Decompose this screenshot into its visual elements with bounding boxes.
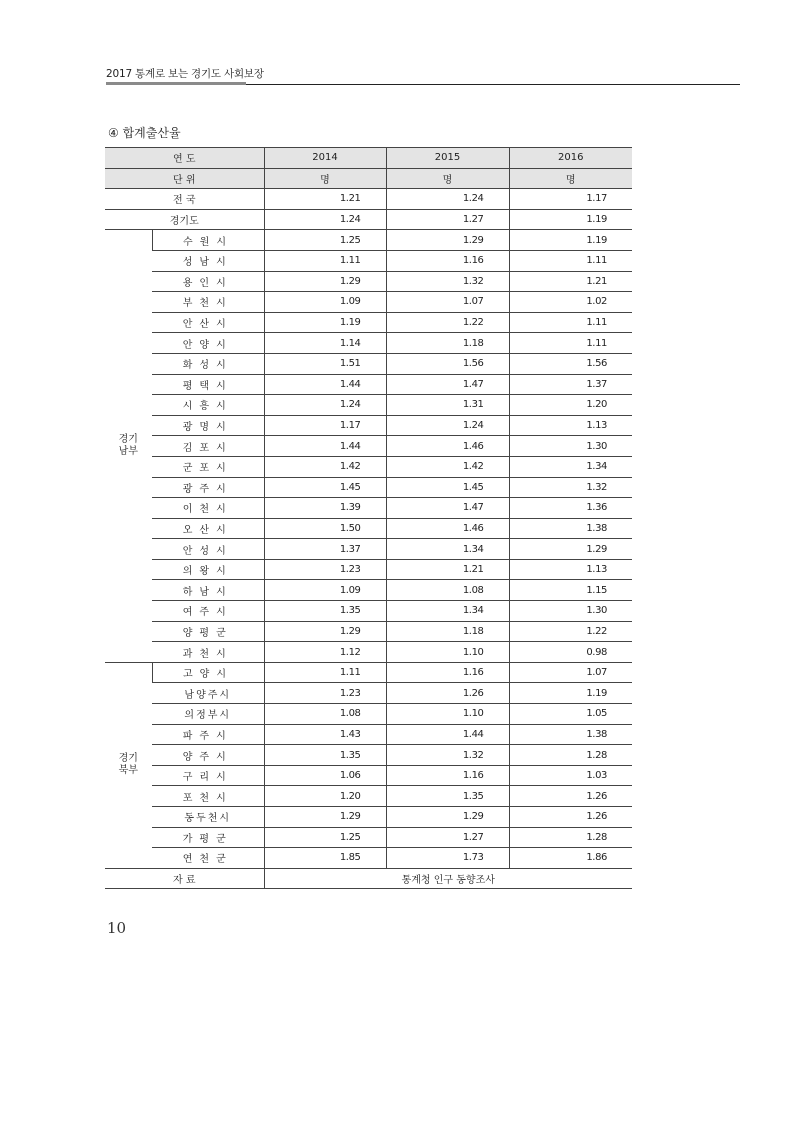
city-name: 고양시	[152, 662, 264, 683]
city-row	[105, 436, 632, 457]
city-row	[105, 374, 632, 395]
city-row	[105, 271, 632, 292]
value-cell: 1.44	[264, 374, 386, 395]
year-header-label: 연 도	[105, 148, 264, 169]
city-row	[105, 353, 632, 374]
city-row	[105, 477, 632, 498]
value-cell: 1.23	[264, 683, 386, 704]
city-row	[105, 498, 632, 519]
year-header-2015: 2015	[386, 148, 509, 169]
value-cell: 1.37	[264, 539, 386, 560]
city-row	[105, 848, 632, 869]
value-cell: 1.45	[386, 477, 509, 498]
value-cell: 1.35	[264, 745, 386, 766]
city-row	[105, 683, 632, 704]
header-accent-bar	[106, 82, 246, 85]
source-value: 통계청 인구 동향조사	[264, 868, 632, 889]
city-row	[105, 539, 632, 560]
city-row	[105, 601, 632, 622]
value-cell: 1.11	[509, 333, 632, 354]
city-row	[105, 518, 632, 539]
value-cell: 1.38	[509, 724, 632, 745]
national-row	[105, 189, 632, 210]
city-name: 안성시	[152, 539, 264, 560]
page-number: 10	[107, 919, 127, 937]
value-cell: 1.19	[509, 683, 632, 704]
city-name: 시흥시	[152, 395, 264, 416]
value-cell: 1.29	[386, 807, 509, 828]
value-cell: 1.24	[264, 395, 386, 416]
value-cell: 1.24	[264, 209, 386, 230]
city-name: 수원시	[152, 230, 264, 251]
value-cell: 1.47	[386, 498, 509, 519]
province-row	[105, 209, 632, 230]
value-cell: 1.19	[264, 312, 386, 333]
value-cell: 1.19	[509, 230, 632, 251]
value-cell: 1.11	[509, 250, 632, 271]
region-label-line: 남부	[118, 446, 138, 458]
value-cell: 1.05	[509, 704, 632, 725]
value-cell: 1.28	[509, 827, 632, 848]
value-cell: 1.08	[386, 580, 509, 601]
city-name: 김포시	[152, 436, 264, 457]
city-row	[105, 827, 632, 848]
year-header-2016: 2016	[509, 148, 632, 169]
value-cell: 1.32	[386, 745, 509, 766]
value-cell: 1.42	[264, 456, 386, 477]
value-cell: 1.12	[264, 642, 386, 663]
value-cell: 0.98	[509, 642, 632, 663]
city-name: 가평군	[152, 827, 264, 848]
region-label-line: 북부	[118, 765, 138, 777]
city-name: 용인시	[152, 271, 264, 292]
city-row	[105, 621, 632, 642]
value-cell: 1.11	[509, 312, 632, 333]
value-cell: 1.46	[386, 518, 509, 539]
city-name: 포천시	[152, 786, 264, 807]
city-name: 화성시	[152, 353, 264, 374]
running-header-title: 2017 통계로 보는 경기도 사회보장	[106, 68, 264, 80]
city-name: 의정부시	[152, 704, 264, 725]
unit-header-row	[105, 168, 632, 189]
value-cell: 1.43	[264, 724, 386, 745]
city-row	[105, 292, 632, 313]
value-cell: 1.29	[386, 230, 509, 251]
region-label-north	[105, 662, 152, 868]
city-name: 연천군	[152, 848, 264, 869]
value-cell: 1.25	[264, 230, 386, 251]
value-cell: 1.42	[386, 456, 509, 477]
value-cell: 1.16	[386, 765, 509, 786]
city-row	[105, 662, 632, 683]
value-cell: 1.15	[509, 580, 632, 601]
region-label-line: 경기	[118, 434, 138, 446]
city-name: 안산시	[152, 312, 264, 333]
city-name: 구리시	[152, 765, 264, 786]
value-cell: 1.44	[264, 436, 386, 457]
value-cell: 1.35	[386, 786, 509, 807]
value-cell: 1.29	[264, 807, 386, 828]
value-cell: 1.18	[386, 333, 509, 354]
value-cell: 1.45	[264, 477, 386, 498]
city-name: 하남시	[152, 580, 264, 601]
value-cell: 1.37	[509, 374, 632, 395]
value-cell: 1.02	[509, 292, 632, 313]
value-cell: 1.46	[386, 436, 509, 457]
city-row	[105, 395, 632, 416]
value-cell: 1.28	[509, 745, 632, 766]
value-cell: 1.32	[509, 477, 632, 498]
value-cell: 1.50	[264, 518, 386, 539]
value-cell: 1.10	[386, 704, 509, 725]
value-cell: 1.34	[509, 456, 632, 477]
value-cell: 1.22	[509, 621, 632, 642]
row-label: 경기도	[105, 209, 264, 230]
value-cell: 1.11	[264, 250, 386, 271]
unit-cell: 명	[264, 168, 386, 189]
value-cell: 1.07	[386, 292, 509, 313]
city-row	[105, 765, 632, 786]
unit-header-label: 단 위	[105, 168, 264, 189]
value-cell: 1.25	[264, 827, 386, 848]
source-row	[105, 868, 632, 889]
value-cell: 1.24	[386, 415, 509, 436]
city-row	[105, 786, 632, 807]
value-cell: 1.26	[509, 786, 632, 807]
city-row	[105, 312, 632, 333]
value-cell: 1.10	[386, 642, 509, 663]
year-header-row	[105, 148, 632, 169]
value-cell: 1.27	[386, 827, 509, 848]
value-cell: 1.13	[509, 415, 632, 436]
value-cell: 1.09	[264, 292, 386, 313]
value-cell: 1.34	[386, 539, 509, 560]
city-name: 동두천시	[152, 807, 264, 828]
value-cell: 1.30	[509, 601, 632, 622]
value-cell: 1.35	[264, 601, 386, 622]
city-name: 남양주시	[152, 683, 264, 704]
city-name: 평택시	[152, 374, 264, 395]
city-name: 양평군	[152, 621, 264, 642]
city-name: 광주시	[152, 477, 264, 498]
value-cell: 1.26	[509, 807, 632, 828]
value-cell: 1.22	[386, 312, 509, 333]
city-name: 의왕시	[152, 559, 264, 580]
value-cell: 1.73	[386, 848, 509, 869]
city-row	[105, 333, 632, 354]
source-label: 자 료	[105, 868, 264, 889]
value-cell: 1.21	[386, 559, 509, 580]
city-row	[105, 580, 632, 601]
city-row	[105, 559, 632, 580]
city-name: 군포시	[152, 456, 264, 477]
value-cell: 1.39	[264, 498, 386, 519]
value-cell: 1.21	[509, 271, 632, 292]
value-cell: 1.19	[509, 209, 632, 230]
value-cell: 1.27	[386, 209, 509, 230]
value-cell: 1.21	[264, 189, 386, 210]
fertility-rate-table-container	[105, 147, 632, 889]
value-cell: 1.34	[386, 601, 509, 622]
header-rule	[246, 84, 740, 85]
value-cell: 1.11	[264, 662, 386, 683]
city-name: 성남시	[152, 250, 264, 271]
value-cell: 1.36	[509, 498, 632, 519]
city-name: 오산시	[152, 518, 264, 539]
value-cell: 1.07	[509, 662, 632, 683]
value-cell: 1.13	[509, 559, 632, 580]
value-cell: 1.29	[264, 271, 386, 292]
region-label-line: 경기	[118, 753, 138, 765]
city-row	[105, 415, 632, 436]
value-cell: 1.51	[264, 353, 386, 374]
value-cell: 1.31	[386, 395, 509, 416]
value-cell: 1.03	[509, 765, 632, 786]
value-cell: 1.23	[264, 559, 386, 580]
city-name: 부천시	[152, 292, 264, 313]
value-cell: 1.08	[264, 704, 386, 725]
value-cell: 1.29	[264, 621, 386, 642]
city-name: 여주시	[152, 601, 264, 622]
value-cell: 1.16	[386, 662, 509, 683]
city-row	[105, 807, 632, 828]
unit-cell: 명	[386, 168, 509, 189]
city-row	[105, 745, 632, 766]
value-cell: 1.47	[386, 374, 509, 395]
city-name: 안양시	[152, 333, 264, 354]
value-cell: 1.30	[509, 436, 632, 457]
value-cell: 1.44	[386, 724, 509, 745]
value-cell: 1.16	[386, 250, 509, 271]
city-row	[105, 230, 632, 251]
value-cell: 1.38	[509, 518, 632, 539]
value-cell: 1.06	[264, 765, 386, 786]
city-name: 이천시	[152, 498, 264, 519]
value-cell: 1.09	[264, 580, 386, 601]
unit-cell: 명	[509, 168, 632, 189]
value-cell: 1.14	[264, 333, 386, 354]
city-row	[105, 642, 632, 663]
value-cell: 1.17	[264, 415, 386, 436]
year-header-2014: 2014	[264, 148, 386, 169]
value-cell: 1.20	[509, 395, 632, 416]
value-cell: 1.56	[509, 353, 632, 374]
city-row	[105, 724, 632, 745]
value-cell: 1.24	[386, 189, 509, 210]
value-cell: 1.32	[386, 271, 509, 292]
section-title: ④ 합계출산율	[108, 126, 181, 140]
city-name: 과천시	[152, 642, 264, 663]
value-cell: 1.18	[386, 621, 509, 642]
city-row	[105, 456, 632, 477]
city-row	[105, 250, 632, 271]
value-cell: 1.26	[386, 683, 509, 704]
value-cell: 1.56	[386, 353, 509, 374]
value-cell: 1.86	[509, 848, 632, 869]
region-label-south	[105, 230, 152, 662]
value-cell: 1.17	[509, 189, 632, 210]
city-name: 광명시	[152, 415, 264, 436]
fertility-rate-table	[105, 147, 632, 889]
value-cell: 1.29	[509, 539, 632, 560]
row-label: 전 국	[105, 189, 264, 210]
city-name: 양주시	[152, 745, 264, 766]
city-name: 파주시	[152, 724, 264, 745]
city-row	[105, 704, 632, 725]
value-cell: 1.20	[264, 786, 386, 807]
value-cell: 1.85	[264, 848, 386, 869]
